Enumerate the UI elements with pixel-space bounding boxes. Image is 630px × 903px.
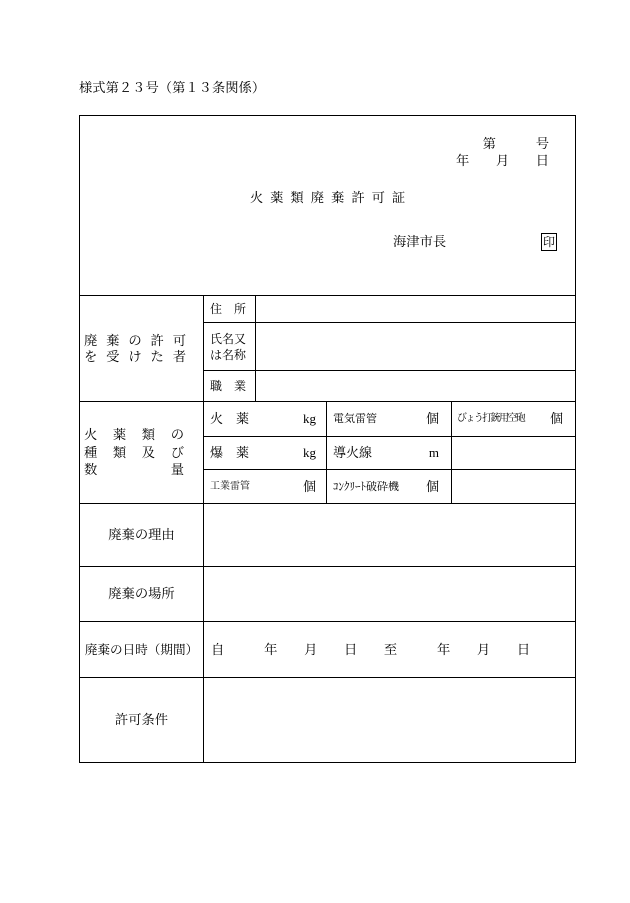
certificate-title: 火薬類廃棄許可証 [249,189,413,205]
address-label-cell [204,296,256,323]
disposal-permit-form [79,115,576,763]
quantity-cell-empty [452,470,576,504]
explosives-label-line-2: 種類及び [84,444,184,460]
certificate-number: 第 号 [482,135,550,151]
permit-holder-label-line-2: を受けた者 [84,348,186,364]
explosives-label-line-3: 数量 [84,462,184,478]
permit-holder-label [84,333,186,365]
name-value [256,323,576,371]
quantity-cell-gunpowder [204,402,327,437]
explosive-type-name: 火 薬 [210,411,250,426]
occupation-label-cell [204,371,256,402]
disposal-place-label: 廃棄の場所 [80,567,204,622]
name-label-cell [204,323,256,371]
explosive-type-name: びょう打銃用空砲 [457,413,525,424]
explosive-type-name: 工業雷管 [210,480,250,492]
quantity-unit: m [428,445,439,460]
permit-holder-label-line-1: 廃棄の許可 [84,332,186,348]
quantity-unit: 個 [425,411,439,426]
certificate-header-cell [80,116,576,296]
address-label: 住 所 [210,302,247,316]
disposal-reason-label: 廃棄の理由 [80,504,204,567]
disposal-period-label: 廃棄の日時（期間） [80,622,204,678]
explosive-type-name: ｺﾝｸﾘｰﾄ破砕機 [333,480,399,493]
quantity-cell-industrial-detonator [204,470,327,504]
quantity-unit: kg [303,445,316,460]
explosives-label [84,426,184,479]
permit-holder-label-cell [80,296,204,402]
quantity-unit: 個 [302,478,316,494]
explosive-type-name: 導火線 [333,445,373,460]
form-number: 様式第２３号（第１３条関係） [79,80,266,95]
seal-mark: 印 [542,234,555,249]
certificate-date: 年 月 日 [455,152,550,168]
quantity-unit: 個 [550,411,564,426]
issuer-name: 海津市長 [393,233,447,249]
quantity-cell-empty [452,437,576,470]
disposal-period-value: 自 年 月 日 至 年 月 日 [204,622,576,678]
explosives-label-cell [80,402,204,504]
explosives-label-line-1: 火薬類の [84,427,184,443]
permit-conditions-value [204,678,576,763]
quantity-cell-rivet-gun-blank [452,402,576,437]
permit-conditions-label: 許可条件 [80,678,204,763]
occupation-value [256,371,576,402]
quantity-cell-concrete-breaker [327,470,452,504]
quantity-cell-high-explosive [204,437,327,470]
quantity-unit: 個 [425,478,439,494]
disposal-place-value [204,567,576,622]
explosive-type-name: 爆 薬 [210,445,250,460]
quantity-unit: kg [303,411,316,426]
quantity-cell-fuse [327,437,452,470]
name-label-line-1: 氏名又 [210,331,247,346]
certificate-header [80,117,575,295]
explosive-type-name: 電気雷管 [333,413,377,425]
name-label-line-2: は名称 [210,347,247,362]
disposal-reason-value [204,504,576,567]
quantity-cell-electric-detonator [327,402,452,437]
address-value [256,296,576,323]
occupation-label: 職 業 [210,379,247,393]
